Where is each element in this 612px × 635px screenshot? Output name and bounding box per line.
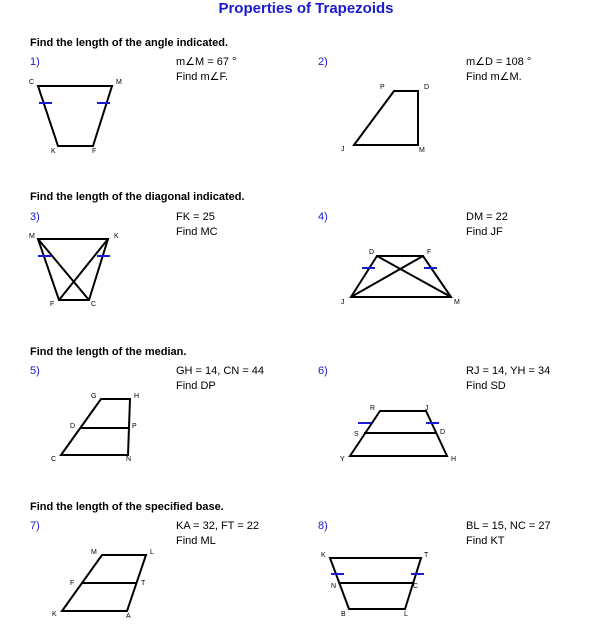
problem-number-1: 1) [30,56,40,68]
problem-7-given: KA = 32, FT = 22 [176,520,259,532]
trapezoid-1 [38,86,112,146]
problem-6-find: Find SD [466,380,506,392]
problem-2-given: m∠D = 108 ° [466,56,532,68]
vertex-label: F [427,249,432,256]
vertex-label: R [370,405,376,412]
vertex-label: F [70,580,75,587]
vertex-label: F [92,148,97,155]
vertex-label: D [369,249,375,256]
problem-3-given: FK = 25 [176,211,215,223]
vertex-label: C [413,583,419,590]
problem-number-8: 8) [318,520,328,532]
vertex-label: S [354,431,359,438]
vertex-label: M [116,79,122,86]
section-heading-diagonal: Find the length of the diagonal indicated. [30,191,245,203]
vertex-label: H [451,456,457,463]
problem-5-find: Find DP [176,380,216,392]
vertex-label: K [51,148,56,155]
vertex-label: F [50,301,55,308]
vertex-label: K [321,552,326,559]
trapezoid-2 [354,91,418,145]
problem-7-find: Find ML [176,535,216,547]
problem-8-given: BL = 15, NC = 27 [466,520,551,532]
vertex-label: H [134,393,140,400]
problem-number-4: 4) [318,211,328,223]
trapezoid-3 [38,239,108,300]
problem-6-given: RJ = 14, YH = 34 [466,365,551,377]
problem-5-given: GH = 14, CN = 44 [176,365,265,377]
diagonal-kf [59,239,108,300]
section-heading-median: Find the length of the median. [30,346,187,358]
vertex-label: A [126,613,131,620]
vertex-label: L [150,549,154,556]
problem-number-6: 6) [318,365,328,377]
page-title: Properties of Trapezoids [218,0,394,17]
problem-3-find: Find MC [176,226,218,238]
vertex-label: B [341,611,346,618]
vertex-label: T [424,552,429,559]
vertex-label: J [341,299,345,306]
problem-4-find: Find JF [466,226,503,238]
vertex-label: K [114,233,119,240]
diagonal-mc [38,239,89,300]
vertex-label: G [91,393,97,400]
problem-number-3: 3) [30,211,40,223]
vertex-label: P [132,423,137,430]
vertex-label: M [29,233,35,240]
vertex-label: J [425,405,429,412]
problem-8-find: Find KT [466,535,505,547]
vertex-label: C [29,79,35,86]
problem-2-find: Find m∠M. [466,71,522,83]
vertex-label: J [341,146,345,153]
vertex-label: N [126,456,132,463]
problem-1-find: Find m∠F. [176,71,229,83]
problem-1-given: m∠M = 67 ° [176,56,237,68]
vertex-label: T [141,580,146,587]
vertex-label: M [419,147,425,154]
vertex-label: L [404,611,408,618]
vertex-label: C [91,301,97,308]
vertex-label: N [331,583,337,590]
problem-number-7: 7) [30,520,40,532]
section-heading-base: Find the length of the specified base. [30,501,224,513]
problem-number-5: 5) [30,365,40,377]
trapezoid-4 [351,256,451,297]
vertex-label: D [424,84,430,91]
vertex-label: D [440,429,446,436]
vertex-label: M [91,549,97,556]
problem-4-given: DM = 22 [466,211,508,223]
vertex-label: Y [340,456,345,463]
vertex-label: K [52,611,57,618]
vertex-label: P [380,84,385,91]
vertex-label: M [454,299,460,306]
vertex-label: C [51,456,57,463]
vertex-label: D [70,423,76,430]
section-heading-angle: Find the length of the angle indicated. [30,37,228,49]
problem-number-2: 2) [318,56,328,68]
